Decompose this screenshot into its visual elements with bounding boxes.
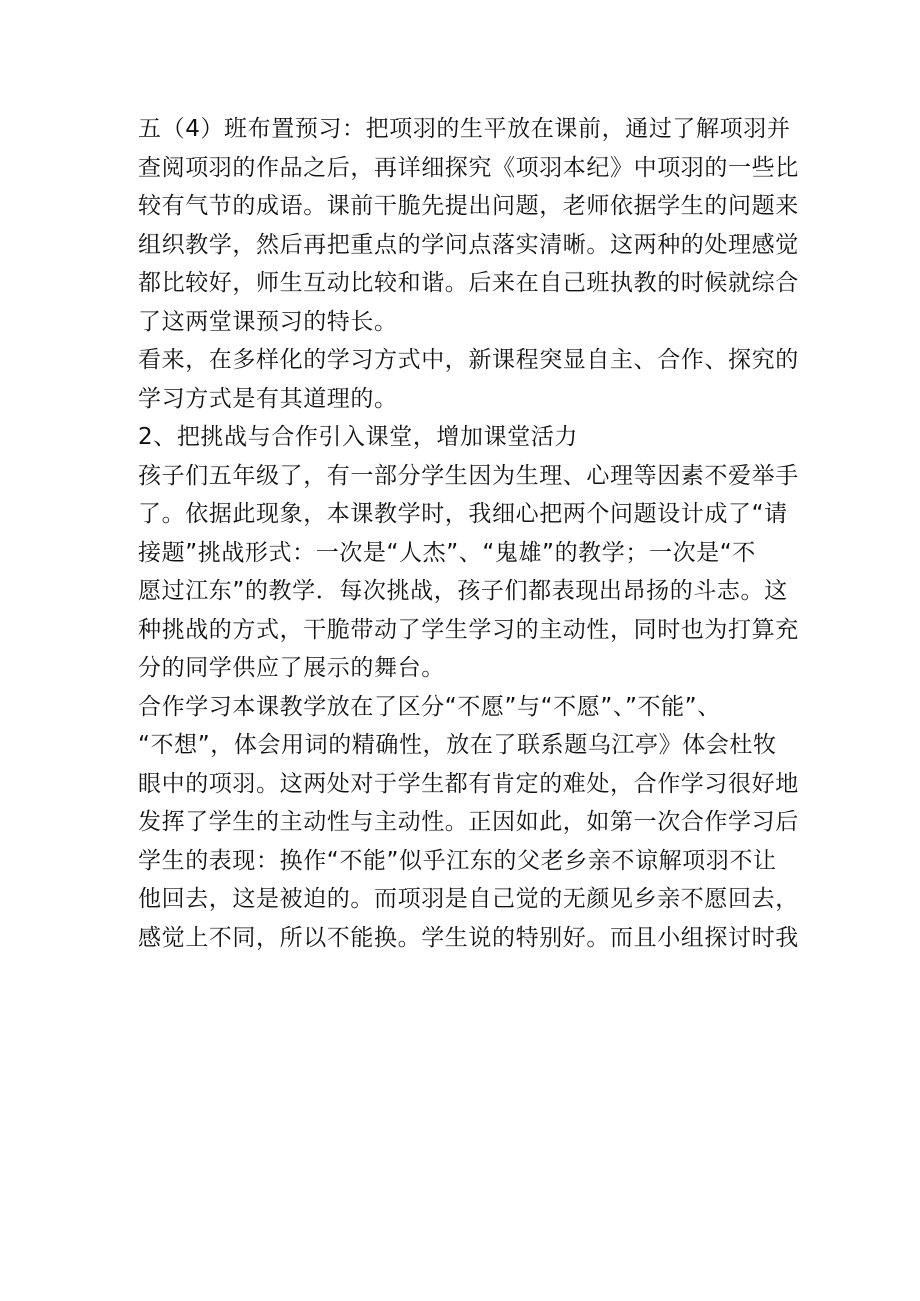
text-line-8: 学习方式是有其道理的。	[138, 385, 398, 412]
text-line-20: 学生的表现：换作“不能”似乎江东的父老乡亲不谅解项羽不让	[138, 847, 777, 874]
text-line-22: 感觉上不同，所以不能换。学生说的特别好。而且小组探讨时我	[138, 924, 799, 951]
text-line-5: 都比较好，师生互动比较和谐。后来在自己班执教的时候就综合	[138, 270, 799, 296]
body-text	[138, 110, 799, 957]
text-line-2: 查阅项羽的作品之后，再详细探究《项羽本纪》中项羽的一些比	[138, 154, 799, 181]
text-line-10: 孩子们五年级了，有一部分学生因为生理、心理等因素不爱举手	[138, 462, 799, 489]
text-line-6: 了这两堂课预习的特长。	[138, 308, 398, 335]
text-line-12: 接题”挑战形式：一次是“人杰”、“鬼雄”的教学；一次是“不	[138, 539, 756, 566]
text-line-13: 愿过江东”的教学．每次挑战，孩子们都表现出昂扬的斗志。这	[138, 578, 788, 604]
text-line-14: 种挑战的方式，干脆带动了学生学习的主动性，同时也为打算充	[138, 616, 799, 643]
text-line-15: 分的同学供应了展示的舞台。	[138, 655, 445, 681]
text-line-18: 眼中的项羽。这两处对于学生都有肯定的难处，合作学习很好地	[138, 770, 799, 797]
text-line-1: 五（4）班布置预习：把项羽的生平放在课前，通过了解项羽并	[138, 116, 791, 142]
text-line-11: 了。依据此现象，本课教学时，我细心把两个问题设计成了“请	[138, 501, 788, 527]
text-line-4: 组织教学，然后再把重点的学问点落实清晰。这两种的处理感觉	[138, 231, 799, 258]
text-line-17: “不想”，体会用词的精确性，放在了联系题乌江亭》体会杜牧	[138, 732, 777, 758]
text-line-16: 合作学习本课教学放在了区分“不愿”与“不愿”、”不能”、	[138, 693, 721, 720]
text-line-3: 较有气节的成语。课前干脆先提出问题，老师依据学生的问题来	[138, 193, 799, 219]
section-heading: 2、把挑战与合作引入课堂，增加课堂活力	[138, 424, 579, 450]
text-line-7: 看来，在多样化的学习方式中，新课程突显自主、合作、探究的	[138, 347, 799, 373]
text-line-19: 发挥了学生的主动性与主动性。正因如此，如第一次合作学习后	[138, 809, 799, 835]
text-line-21: 他回去，这是被迫的。而项羽是自己觉的无颜见乡亲不愿回去，	[138, 886, 799, 912]
